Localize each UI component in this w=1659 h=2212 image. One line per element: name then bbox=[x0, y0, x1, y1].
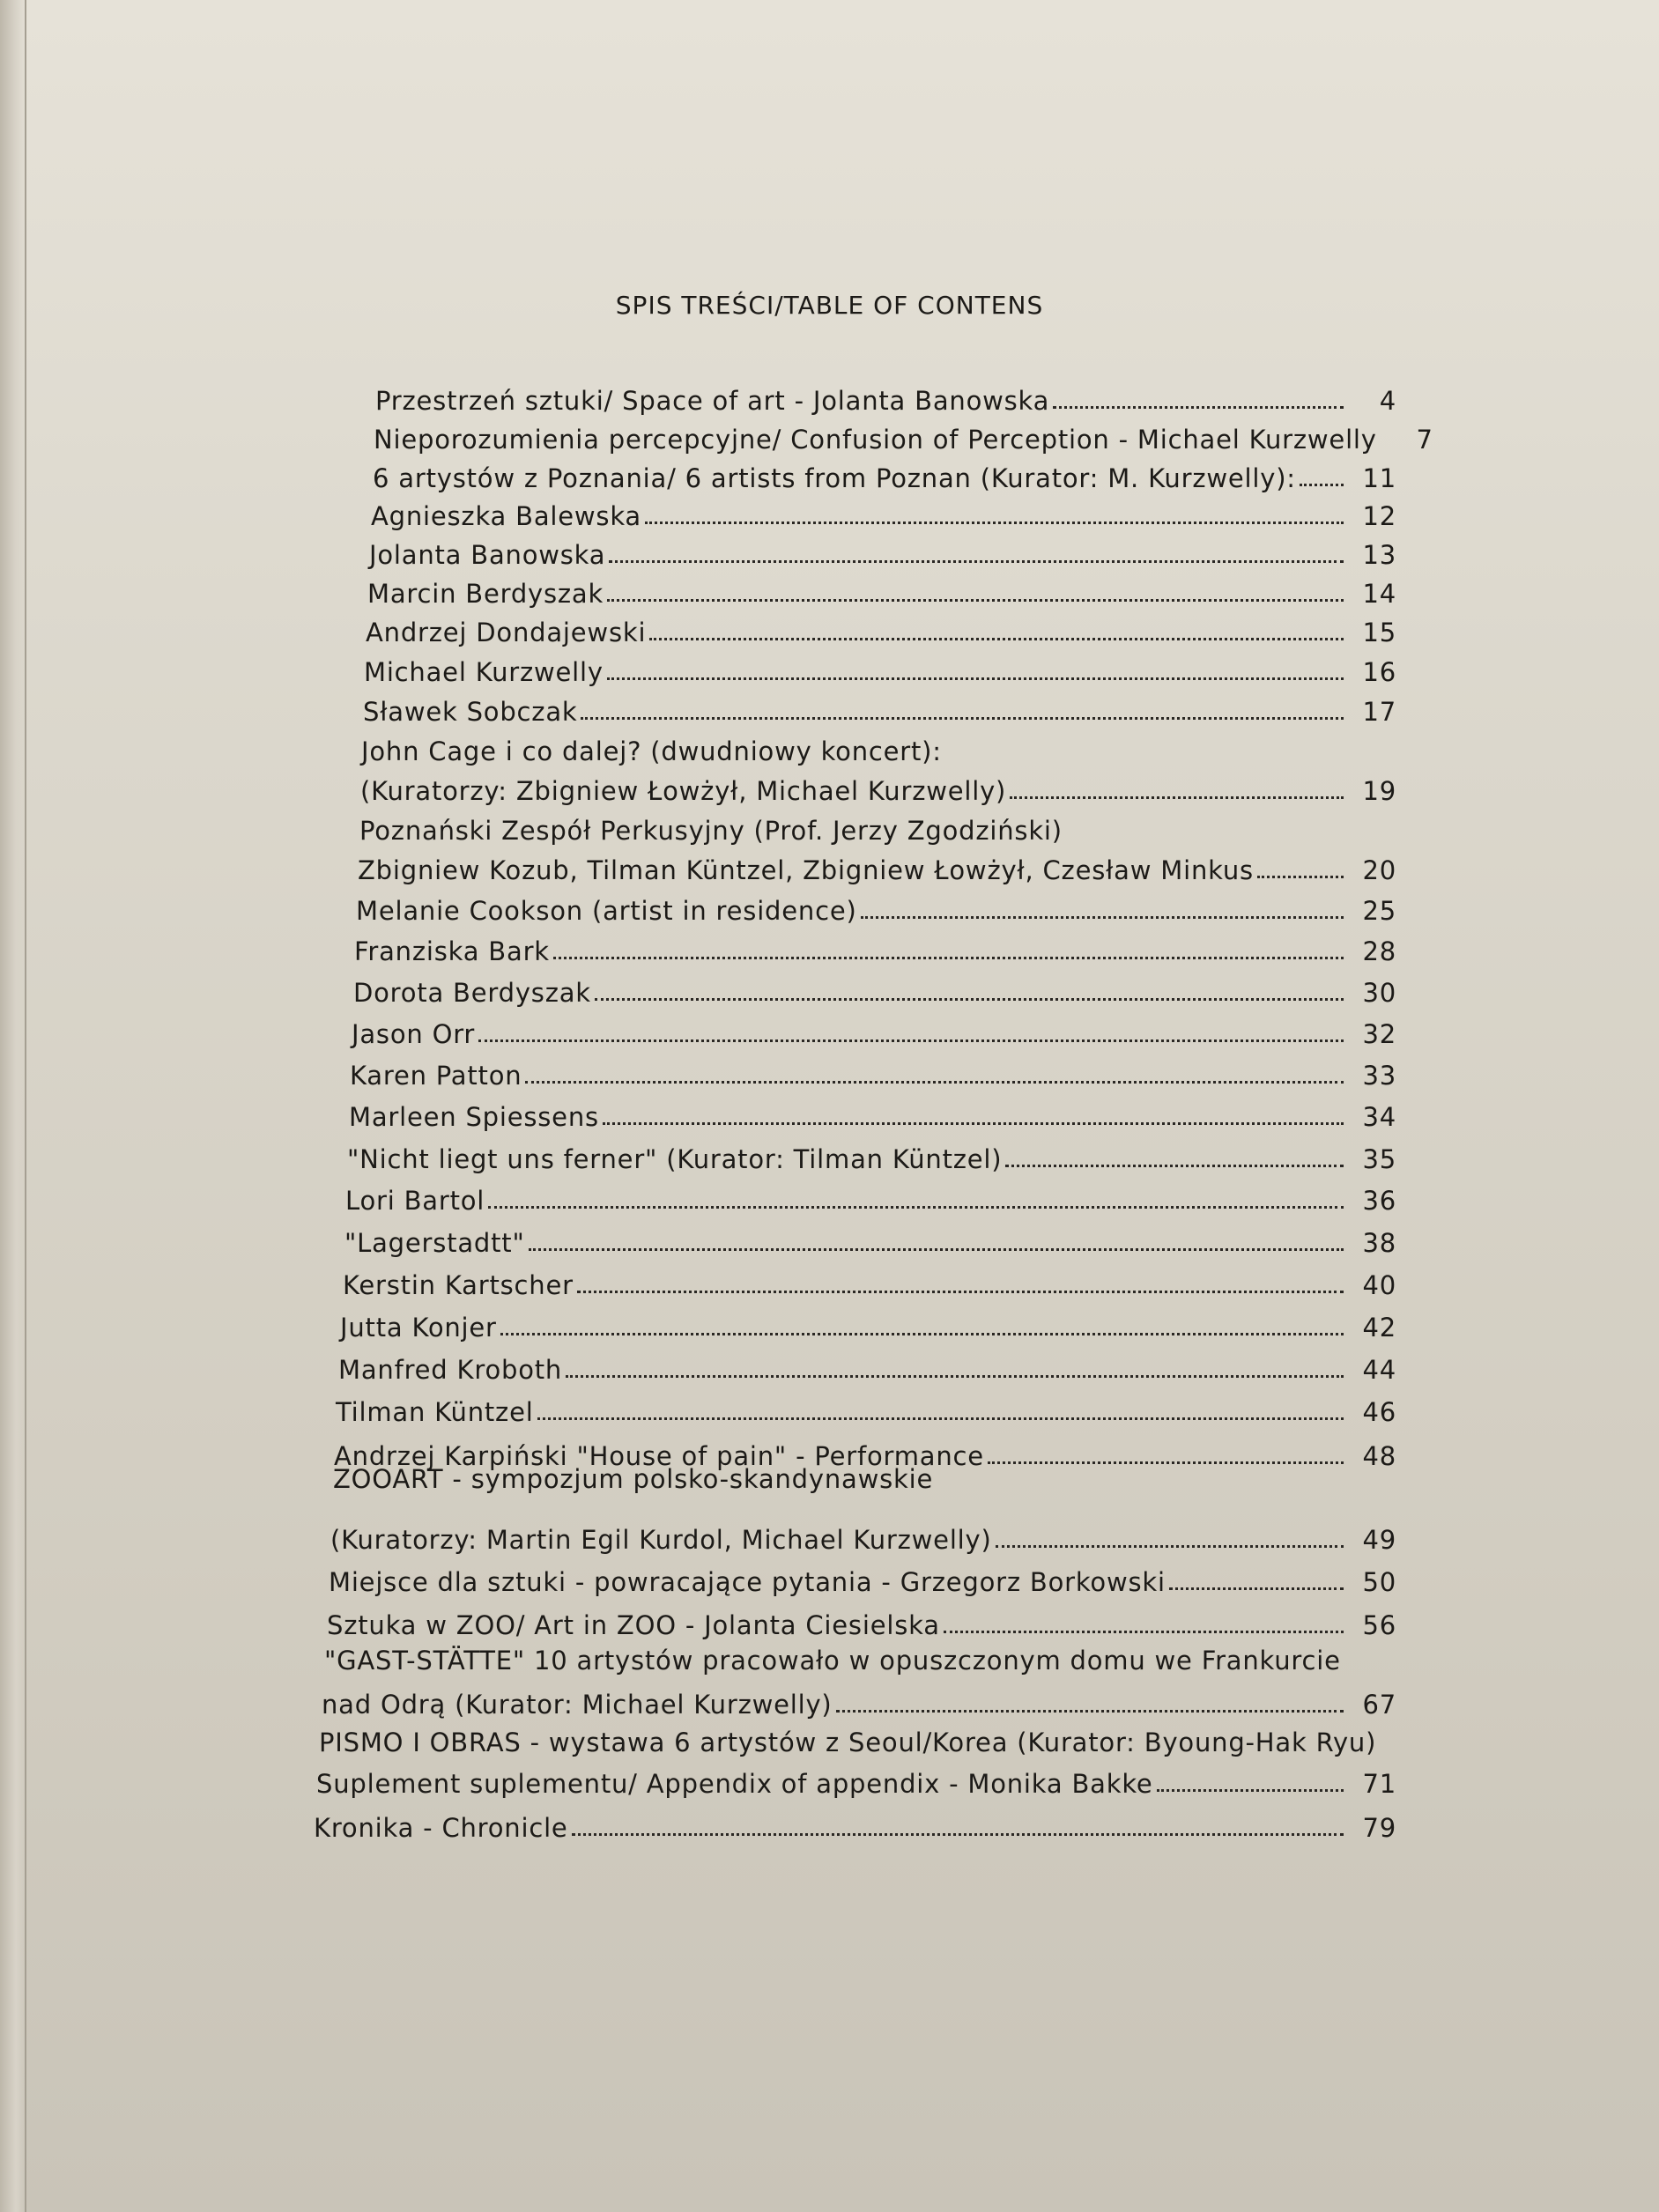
dot-leader bbox=[996, 1545, 1344, 1548]
toc-page-number: 48 bbox=[1362, 1441, 1396, 1471]
toc-entry bbox=[363, 692, 1396, 727]
toc-entry bbox=[338, 1350, 1396, 1385]
dot-leader bbox=[1005, 1165, 1344, 1167]
toc-entry bbox=[369, 535, 1396, 570]
toc-entry-title: Przestrzeń sztuki/ Space of art - Jolanta Banowska bbox=[375, 386, 1050, 416]
toc-page-number: 44 bbox=[1362, 1355, 1396, 1385]
toc-page-number: 17 bbox=[1362, 697, 1396, 727]
toc-entry bbox=[366, 612, 1396, 647]
toc-entry-title: (Kuratorzy: Zbigniew Łowżył, Michael Kurzwelly) bbox=[360, 776, 1007, 806]
toc-entry-title: Michael Kurzwelly bbox=[364, 657, 604, 687]
toc-entry bbox=[327, 1605, 1396, 1640]
dot-leader bbox=[649, 638, 1344, 640]
toc-page-number: 56 bbox=[1362, 1610, 1396, 1640]
dot-leader bbox=[553, 957, 1344, 959]
dot-leader bbox=[478, 1039, 1344, 1042]
toc-entry-title: Andrzej Dondajewski bbox=[366, 618, 647, 647]
dot-leader bbox=[577, 1291, 1344, 1293]
dot-leader bbox=[944, 1631, 1344, 1633]
toc-entry bbox=[358, 850, 1396, 885]
dot-leader bbox=[1300, 484, 1344, 486]
toc-entry bbox=[329, 1562, 1396, 1597]
toc-entry bbox=[356, 891, 1396, 926]
toc-page-number: 36 bbox=[1362, 1186, 1396, 1216]
toc-entry bbox=[340, 1307, 1396, 1343]
toc-page-number: 7 bbox=[1416, 425, 1433, 455]
dot-leader bbox=[607, 677, 1344, 680]
toc-entry bbox=[374, 419, 1433, 455]
dot-leader bbox=[861, 916, 1344, 919]
toc-entry-title: Agnieszka Balewska bbox=[371, 501, 641, 531]
toc-page-number: 49 bbox=[1362, 1525, 1396, 1555]
dot-leader bbox=[645, 522, 1344, 524]
dot-leader bbox=[595, 998, 1344, 1001]
toc-entry bbox=[350, 1055, 1396, 1091]
toc-page-number: 15 bbox=[1362, 618, 1396, 647]
toc-page-number: 50 bbox=[1362, 1567, 1396, 1597]
toc-entry bbox=[349, 1097, 1396, 1132]
toc-page-number: 67 bbox=[1362, 1690, 1396, 1720]
toc-entry-title: (Kuratorzy: Martin Egil Kurdol, Michael Kurzwelly) bbox=[330, 1525, 992, 1555]
toc-entry-title: Kronika - Chronicle bbox=[314, 1813, 568, 1843]
dot-leader bbox=[607, 599, 1344, 602]
toc-page-number: 42 bbox=[1362, 1313, 1396, 1343]
toc-entry bbox=[344, 1223, 1396, 1258]
toc-entry-title: Lori Bartol bbox=[345, 1186, 485, 1216]
toc-entry bbox=[322, 1684, 1396, 1720]
toc-entry bbox=[354, 931, 1396, 966]
toc-entry bbox=[373, 458, 1396, 493]
toc-entry bbox=[324, 1640, 1396, 1676]
dot-leader bbox=[581, 717, 1344, 720]
toc-entry bbox=[361, 731, 1396, 766]
toc-page-number: 46 bbox=[1362, 1397, 1396, 1427]
toc-entry-title: Franziska Bark bbox=[354, 936, 550, 966]
dot-leader bbox=[566, 1375, 1344, 1378]
toc-page-number: 79 bbox=[1362, 1813, 1396, 1843]
dot-leader bbox=[525, 1081, 1344, 1084]
toc-page-number: 19 bbox=[1362, 776, 1396, 806]
toc-entry bbox=[336, 1392, 1396, 1427]
toc-page-number: 13 bbox=[1362, 540, 1396, 570]
toc-entry bbox=[371, 496, 1396, 531]
toc-entry bbox=[319, 1722, 1396, 1757]
toc-entry bbox=[360, 771, 1396, 806]
dot-leader bbox=[537, 1417, 1344, 1420]
toc-entry-title: Manfred Kroboth bbox=[338, 1355, 563, 1385]
dot-leader bbox=[1053, 406, 1344, 409]
dot-leader bbox=[836, 1710, 1344, 1713]
toc-entry bbox=[367, 573, 1396, 609]
toc-page-number: 30 bbox=[1362, 978, 1396, 1008]
dot-leader bbox=[500, 1333, 1344, 1335]
toc-entry-title: Melanie Cookson (artist in residence) bbox=[356, 896, 857, 926]
toc-entry-title: Kerstin Kartscher bbox=[343, 1270, 574, 1300]
toc-entry-title: Suplement suplementu/ Appendix of appendix - Monika Bakke bbox=[316, 1769, 1153, 1799]
toc-entry-title: Tilman Küntzel bbox=[336, 1397, 534, 1427]
toc-entry bbox=[333, 1459, 1396, 1494]
toc-entry-title: Miejsce dla sztuki - powracające pytania - Grzegorz Borkowski bbox=[329, 1567, 1166, 1597]
dot-leader bbox=[603, 1122, 1344, 1125]
toc-entry-title: Jolanta Banowska bbox=[369, 540, 606, 570]
dot-leader bbox=[1257, 876, 1344, 878]
toc-page-number: 20 bbox=[1362, 855, 1396, 885]
dot-leader bbox=[529, 1248, 1344, 1251]
toc-entry bbox=[316, 1764, 1396, 1799]
toc-entry bbox=[364, 652, 1396, 687]
toc-page-number: 28 bbox=[1362, 936, 1396, 966]
toc-entry-title: Sztuka w ZOO/ Art in ZOO - Jolanta Ciesielska bbox=[327, 1610, 940, 1640]
toc-entry bbox=[343, 1265, 1396, 1300]
toc-entry-title: John Cage i co dalej? (dwudniowy koncert): bbox=[361, 736, 942, 766]
toc-page-number: 12 bbox=[1362, 501, 1396, 531]
toc-entry-title: PISMO I OBRAS - wystawa 6 artystów z Seoul/Korea (Kurator: Byoung-Hak Ryu) bbox=[319, 1727, 1377, 1757]
toc-page-number: 71 bbox=[1362, 1769, 1396, 1799]
toc-page-number: 11 bbox=[1362, 463, 1396, 493]
toc-entry-title: Marcin Berdyszak bbox=[367, 579, 604, 609]
toc-page-number: 34 bbox=[1362, 1102, 1396, 1132]
toc-entry-title: Dorota Berdyszak bbox=[353, 978, 591, 1008]
toc-page-number: 35 bbox=[1362, 1144, 1396, 1174]
toc-entry-title: "Nicht liegt uns ferner" (Kurator: Tilman Küntzel) bbox=[347, 1144, 1003, 1174]
dot-leader bbox=[488, 1206, 1344, 1209]
dot-leader bbox=[1169, 1587, 1344, 1590]
dot-leader bbox=[609, 560, 1344, 563]
toc-page-number: 16 bbox=[1362, 657, 1396, 687]
dot-leader bbox=[572, 1833, 1344, 1836]
toc-entry-title: Zbigniew Kozub, Tilman Küntzel, Zbigniew Łowżył, Czesław Minkus bbox=[358, 855, 1254, 885]
toc-page-number: 4 bbox=[1379, 386, 1396, 416]
toc-page-number: 32 bbox=[1362, 1019, 1396, 1049]
toc-entry-title: Andrzej Karpiński "House of pain" - Performance bbox=[334, 1441, 984, 1471]
toc-entry-title: Nieporozumienia percepcyjne/ Confusion of Perception - Michael Kurzwelly bbox=[374, 425, 1377, 455]
toc-entry bbox=[330, 1520, 1396, 1555]
toc-entry-title: Jutta Konjer bbox=[340, 1313, 497, 1343]
toc-entry bbox=[359, 810, 1396, 846]
toc-entry-title: nad Odrą (Kurator: Michael Kurzwelly) bbox=[322, 1690, 833, 1720]
toc-entry bbox=[347, 1139, 1396, 1174]
toc-entry-title: Jason Orr bbox=[352, 1019, 476, 1049]
toc-entry bbox=[353, 973, 1396, 1008]
toc-entry-title: Marleen Spiessens bbox=[349, 1102, 599, 1132]
dot-leader bbox=[1157, 1789, 1344, 1792]
toc-entry-title: "Lagerstadtt" bbox=[344, 1228, 525, 1258]
dot-leader bbox=[1010, 796, 1344, 799]
toc-page-number: 25 bbox=[1362, 896, 1396, 926]
toc-page-number: 40 bbox=[1362, 1270, 1396, 1300]
toc-entry-title: "GAST-STÄTTE" 10 artystów pracowało w opuszczonym domu we Frankurcie bbox=[324, 1646, 1341, 1676]
toc-page-number: 14 bbox=[1362, 579, 1396, 609]
toc-entry bbox=[375, 381, 1396, 416]
page-title: SPIS TREŚCI/TABLE OF CONTENS bbox=[615, 291, 1044, 320]
toc-entry-title: Poznański Zespół Perkusyjny (Prof. Jerzy Zgodziński) bbox=[359, 816, 1063, 846]
toc-entry bbox=[352, 1014, 1396, 1049]
toc-entry-title: ZOOART - sympozjum polsko-skandynawskie bbox=[333, 1464, 934, 1494]
toc-entry-title: Sławek Sobczak bbox=[363, 697, 578, 727]
toc-entry-title: Karen Patton bbox=[350, 1061, 522, 1091]
toc-page-number: 38 bbox=[1362, 1228, 1396, 1258]
toc-entry-title: 6 artystów z Poznania/ 6 artists from Poznan (Kurator: M. Kurzwelly): bbox=[373, 463, 1296, 493]
toc-entry bbox=[345, 1180, 1396, 1216]
toc-entry bbox=[314, 1808, 1396, 1843]
toc-page-number: 33 bbox=[1362, 1061, 1396, 1091]
